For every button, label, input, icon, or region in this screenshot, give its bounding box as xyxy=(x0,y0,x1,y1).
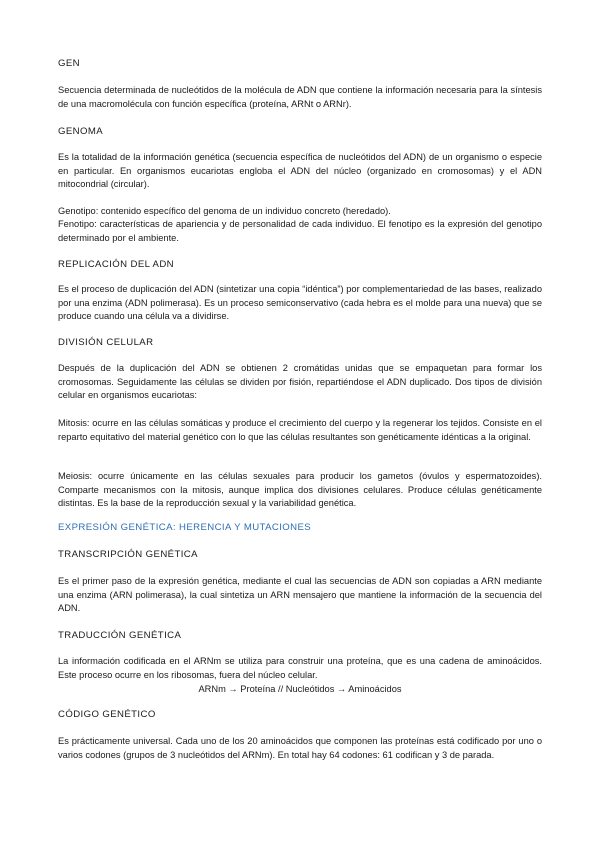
paragraph-codigo-genetico: Es prácticamente universal. Cada uno de los 20 aminoácidos que componen las proteínas está codificado por uno o varios codones (grupos de 3 nucleótidos del ARNm). En total hay 64 codones: 61 codifican y 3 de parada. xyxy=(58,736,542,760)
formula-traduccion: ARNm → Proteína // Nucleótidos → Aminoácidos xyxy=(198,684,402,694)
paragraph-fenotipo: Fenotipo: características de apariencia y de personalidad de cada individuo. El fenotipo es la expresión del genotipo determinado por el ambiente. xyxy=(58,219,542,243)
paragraph-mitosis: Mitosis: ocurre en las células somáticas y produce el crecimiento del cuerpo y la regenerar los tejidos. Consiste en el reparto equitativo del material genético con lo que las células resultantes son genéticamente idénticas a la original. xyxy=(58,418,542,442)
paragraph-division-celular: Después de la duplicación del ADN se obtienen 2 cromátidas unidas que se empaquetan para formar los cromosomas. Seguidamente las células se dividen por fisión, repartiéndose el ADN duplicado. Dos tipos de división celular en organismos eucariotas: xyxy=(58,363,542,401)
heading-genoma: GENOMA xyxy=(58,126,104,137)
paragraph-genoma: Es la totalidad de la información genética (secuencia específica de nucleótidos del ADN) de un organismo o especie en particular. En organismos eucariotas engloba el ADN del núcleo (organizado en cromosomas) y el ADN mitocondrial (circular). xyxy=(58,152,542,190)
heading-codigo-genetico: CÓDIGO GENÉTICO xyxy=(58,709,156,720)
paragraph-replicacion: Es el proceso de duplicación del ADN (sintetizar una copia “idéntica”) por complementariedad de las bases, realizado por una enzima (ADN polimerasa). Es un proceso semiconservativo (cada hebra es el molde para una nueva) que se produce cuando una célula va a dividirse. xyxy=(58,284,542,322)
paragraph-meiosis: Meiosis: ocurre únicamente en las células sexuales para producir los gametos (óvulos y espermatozoides). Comparte mecanismos con la mitosis, aunque implica dos divisiones celulares. Produce células genéticamente distintas. Es la base de la reproducción sexual y la variabilidad genética. xyxy=(58,471,542,509)
heading-transcripcion: TRANSCRIPCIÓN GENÉTICA xyxy=(58,549,198,560)
heading-replicacion: REPLICACIÓN DEL ADN xyxy=(58,259,175,270)
heading-gen: GEN xyxy=(58,58,80,69)
paragraph-transcripcion: Es el primer paso de la expresión genética, mediante el cual las secuencias de ADN son copiadas a ARN mediante una enzima (ARN polimerasa), la cual sintetiza un ARN mensajero que mantiene la información de la secuencia del ADN. xyxy=(58,576,542,614)
heading-expresion-genetica: EXPRESIÓN GENÉTICA: HERENCIA Y MUTACIONES xyxy=(58,522,312,533)
paragraph-gen: Secuencia determinada de nucleótidos de la molécula de ADN que contiene la información necesaria para la síntesis de una macromolécula con función específica (proteína, ARNt o ARNr). xyxy=(58,85,542,109)
heading-traduccion: TRADUCCIÓN GENÉTICA xyxy=(58,630,182,641)
paragraph-traduccion: La información codificada en el ARNm se utiliza para construir una proteína, que es una cadena de aminoácidos. Este proceso ocurre en los ribosomas, fuera del núcleo celular. xyxy=(58,656,542,680)
paragraph-genotipo: Genotipo: contenido específico del genoma de un individuo concreto (heredado). xyxy=(58,206,391,216)
heading-division-celular: DIVISIÓN CELULAR xyxy=(58,337,154,348)
